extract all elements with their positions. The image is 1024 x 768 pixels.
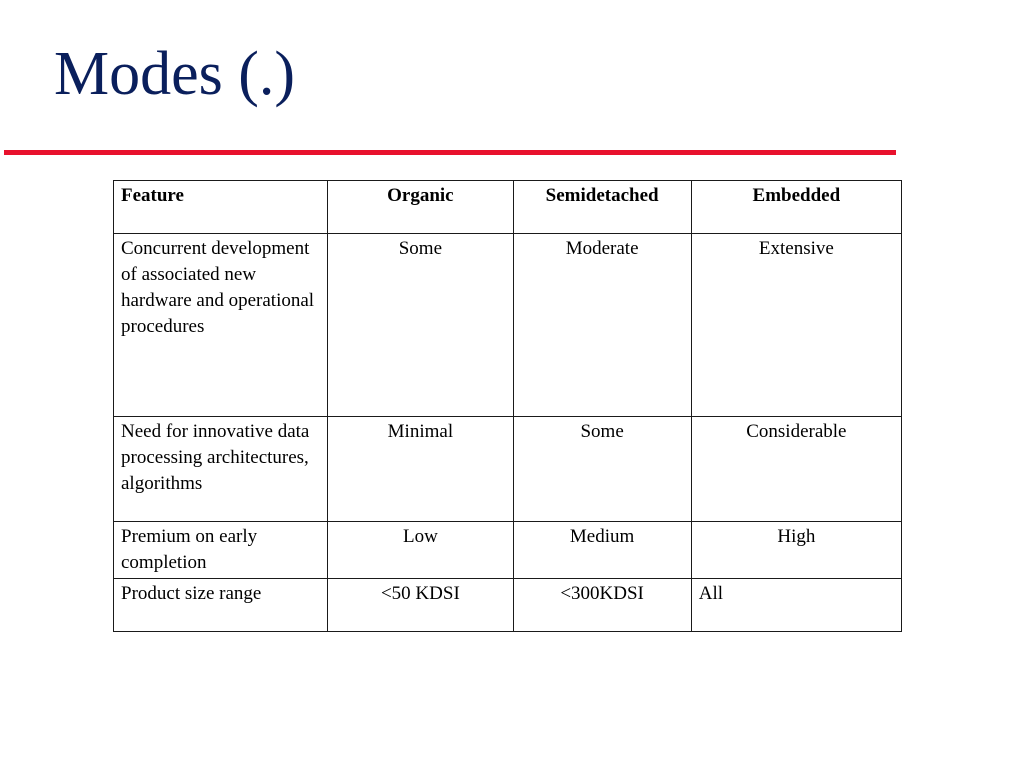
header-semidetached: Semidetached (513, 181, 691, 234)
embedded-cell: All (691, 579, 901, 632)
table-row (114, 522, 902, 579)
title-underline-rule (4, 150, 896, 155)
feature-cell: Need for innovative data processing architectures, algorithms (114, 417, 328, 522)
embedded-cell: Considerable (691, 417, 901, 522)
header-organic: Organic (328, 181, 513, 234)
table-row (114, 417, 902, 522)
table-row (114, 234, 902, 417)
semidetached-cell: Medium (513, 522, 691, 579)
header-feature: Feature (114, 181, 328, 234)
table-header-row (114, 181, 902, 234)
feature-cell: Premium on early completion (114, 522, 328, 579)
slide-title: Modes (.) (54, 40, 296, 108)
header-embedded: Embedded (691, 181, 901, 234)
feature-cell: Product size range (114, 579, 328, 632)
semidetached-cell: <300KDSI (513, 579, 691, 632)
organic-cell: Minimal (328, 417, 513, 522)
semidetached-cell: Moderate (513, 234, 691, 417)
organic-cell: Some (328, 234, 513, 417)
semidetached-cell: Some (513, 417, 691, 522)
embedded-cell: High (691, 522, 901, 579)
organic-cell: <50 KDSI (328, 579, 513, 632)
modes-comparison-table (113, 180, 902, 632)
organic-cell: Low (328, 522, 513, 579)
embedded-cell: Extensive (691, 234, 901, 417)
feature-cell: Concurrent development of associated new hardware and operational procedures (114, 234, 328, 417)
table-row (114, 579, 902, 632)
